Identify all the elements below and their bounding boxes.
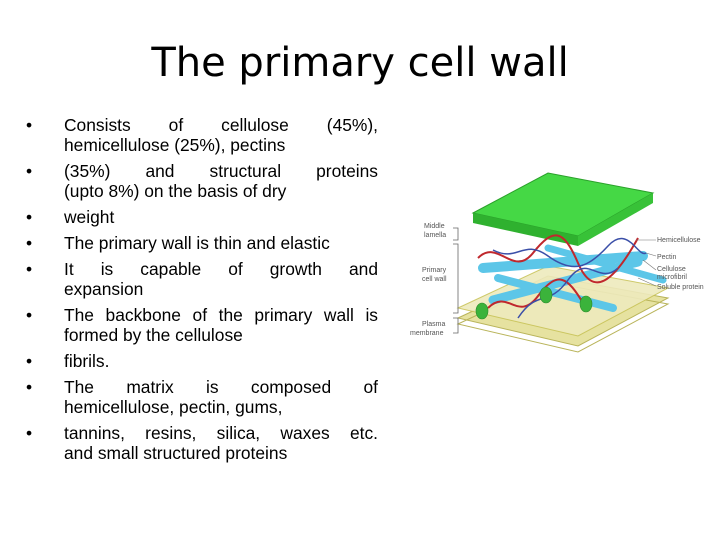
bullet-dot: • — [26, 377, 33, 397]
label-pectin: Pectin — [657, 254, 677, 261]
bullet-line: The backbone of the primary wall is — [64, 305, 378, 325]
bullet-line: weight — [64, 207, 115, 227]
bullet-line: expansion — [64, 279, 144, 299]
label-soluble-protein: Soluble protein — [657, 284, 704, 291]
bullet-dot: • — [26, 161, 33, 181]
bullet-item — [26, 305, 378, 345]
bullet-line: (upto 8%) on the basis of dry — [64, 181, 287, 201]
cell-wall-svg — [398, 168, 704, 364]
bullet-line: formed by the cellulose — [64, 325, 243, 345]
label-hemicellulose: Hemicellulose — [657, 237, 701, 244]
label-middle-lamella: lamella — [424, 232, 447, 239]
label-cellulose: microfibril — [657, 274, 687, 281]
middle-lamella-slab — [473, 173, 653, 246]
bullet-item — [26, 207, 378, 227]
bullet-line: The primary wall is thin and elastic — [64, 233, 330, 253]
bullet-dot: • — [26, 233, 33, 253]
bullet-dot: • — [26, 115, 33, 135]
bullet-line: The matrix is composed of — [64, 377, 378, 397]
bullet-item — [26, 161, 378, 201]
bullet-line: hemicellulose (25%), pectins — [64, 135, 286, 155]
bullet-line: Consists of cellulose (45%), — [64, 115, 378, 135]
bullet-dot: • — [26, 259, 33, 279]
bullet-line: tannins, resins, silica, waxes etc. — [64, 423, 378, 443]
bullet-line: hemicellulose, pectin, gums, — [64, 397, 283, 417]
label-primary-wall: Primary — [422, 267, 447, 274]
slide-title: The primary cell wall — [151, 40, 569, 86]
bullet-line: and small structured proteins — [64, 443, 288, 463]
bullet-list — [26, 115, 378, 469]
label-plasma-membrane: Plasma — [422, 321, 446, 328]
bullet-item — [26, 423, 378, 463]
label-middle-lamella: Middle — [424, 223, 445, 230]
bullet-dot: • — [26, 305, 33, 325]
bullet-dot: • — [26, 207, 33, 227]
cell-wall-diagram — [398, 168, 704, 364]
bullet-line: (35%) and structural proteins — [64, 161, 378, 181]
label-cellulose: Cellulose — [657, 266, 686, 273]
label-primary-wall: cell wall — [422, 276, 447, 283]
bullet-item — [26, 351, 378, 371]
bullet-item — [26, 115, 378, 155]
left-brackets — [453, 228, 458, 333]
bullet-item — [26, 377, 378, 417]
bullet-line: fibrils. — [64, 351, 110, 371]
bullet-item — [26, 233, 378, 253]
bullet-dot: • — [26, 423, 33, 443]
bullet-item — [26, 259, 378, 299]
bullet-line: It is capable of growth and — [64, 259, 378, 279]
bullet-dot: • — [26, 351, 33, 371]
label-plasma-membrane: membrane — [410, 330, 444, 337]
